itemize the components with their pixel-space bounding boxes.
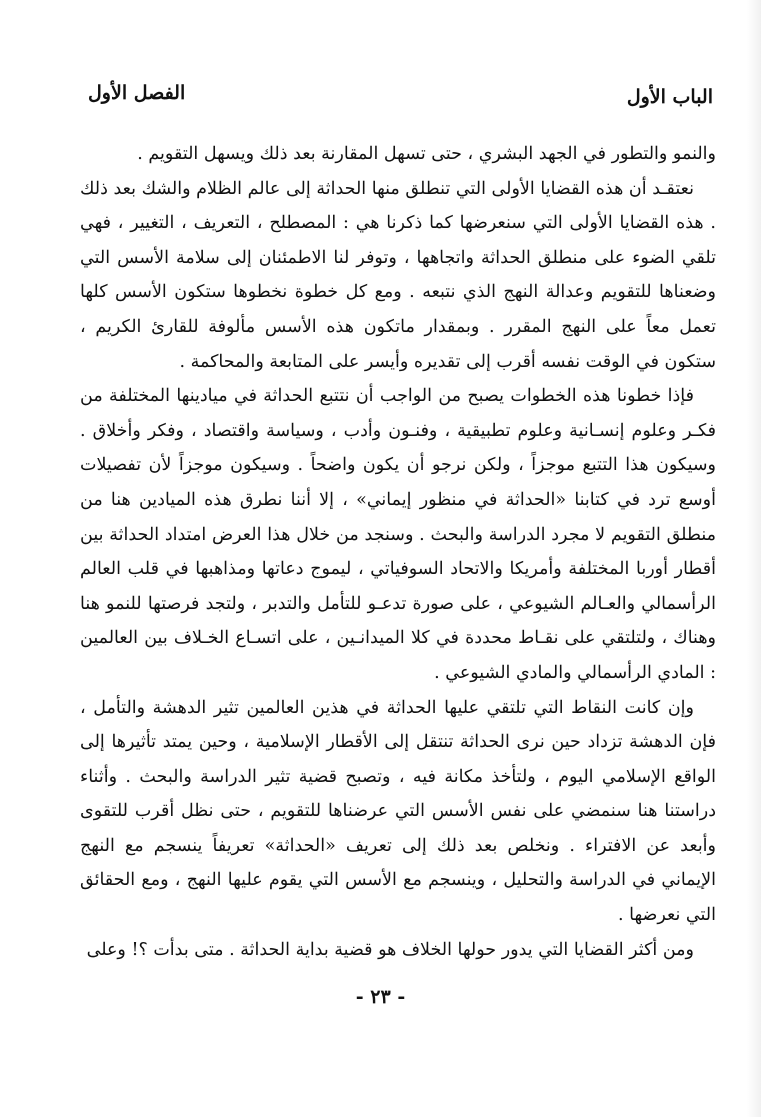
paragraph-2: نعتقـد أن هذه القضايا الأولى التي تنطلق منها الحداثة إلى عالم الظلام والشك بعد ذلك . هذه القضايا الأولى التي سنعرضها كما ذكرنا هي : المصطلح ، التعريف ، التغيير ، فهي تلقي الضوء على منطلق الحداثة واتجاهها ، وتوفر لنا الاطمئنان إلى سلامة الأسس التي وضعناها للتقويم وعدالة النهج الذي نتبعه . ومع كل خطوة نخطوها ستكون الأسس كلها تعمل معاً على النهج المقرر . وبمقدار ماتكون هذه الأسس مألوفة للقارئ الكريم ، ستكون في الوقت نفسه أقرب إلى تقديره وأيسر على المتابعة والمحاكمة . <box>80 178 716 372</box>
section-title: الباب الأول <box>626 86 713 108</box>
paragraph-3: فإذا خطونا هذه الخطوات يصبح من الواجب أن نتتبع الحداثة في ميادينها المختلفة من فكـر وعلوم إنسـانية وعلوم تطبيقية ، وفنـون وأدب ، وسياسة واقتصاد ، وفكر وأخلاق . وسيكون هذا التتبع موجزاً ، ولكن نرجو أن يكون واضحاً . وسيكون موجزاً لأن تفصيلات أوسع ترد في كتابنا «الحداثة في منظور إيماني» ، إلا أننا نطرق هذه الميادين هنا من منطلق التقويم لا مجرد الدراسة والبحث . وسنجد من خلال هذا العرض امتداد الحداثة بين أقطار أوربا المختلفة وأمريكا والاتحاد السوفياتي ، ليموج دعاتها ومذاهبها في قلب العالم الرأسمالي والعـالم الشيوعي ، على صورة تدعـو للتأمل والتدبر ، ولتجد فرصتها للنمو هنا وهناك ، ولتلتقي على نقـاط محددة في كلا الميدانـين ، على اتسـاع الخـلاف بين العالمين : المادي الرأسمالي والمادي الشيوعي . <box>80 386 716 683</box>
paragraph-5: ومن أكثر القضايا التي يدور حولها الخلاف هو قضية بداية الحداثة . متى بدأت ؟! وعلى <box>86 939 694 960</box>
paragraph-4: وإن كانت النقاط التي تلتقي عليها الحداثة في هذين العالمين تثير الدهشة والتأمل ، فإن الدهشة تزداد حين نرى الحداثة تنتقل إلى الأقطار الإسلامية ، وحين يمتد تأثيرها إلى الواقع الإسلامي اليوم ، ولتأخذ مكانة فيه ، وتصبح قضية تثير الدراسة والبحث . وأثناء دراستنا هنا سنمضي على نفس الأسس التي عرضناها للتقويم ، حتى نظل أقرب للتقوى وأبعد عن الافتراء . ونخلص بعد ذلك إلى تعريف «الحداثة» تعريفاً ينسجم مع النهج الإيماني في الدراسة والتحليل ، وينسجم مع الأسس التي يقوم عليها النهج ، ومع الحقائق التي نعرضها . <box>80 697 716 926</box>
chapter-title: الفصل الأول <box>88 82 186 104</box>
scan-edge-shadow <box>747 0 761 1117</box>
running-header <box>88 82 713 116</box>
body-text <box>80 137 716 967</box>
page-number: - ٢٣ - <box>355 986 406 1008</box>
paragraph-1: والنمو والتطور في الجهد البشري ، حتى تسهل المقارنة بعد ذلك ويسهل التقويم . <box>137 144 716 164</box>
